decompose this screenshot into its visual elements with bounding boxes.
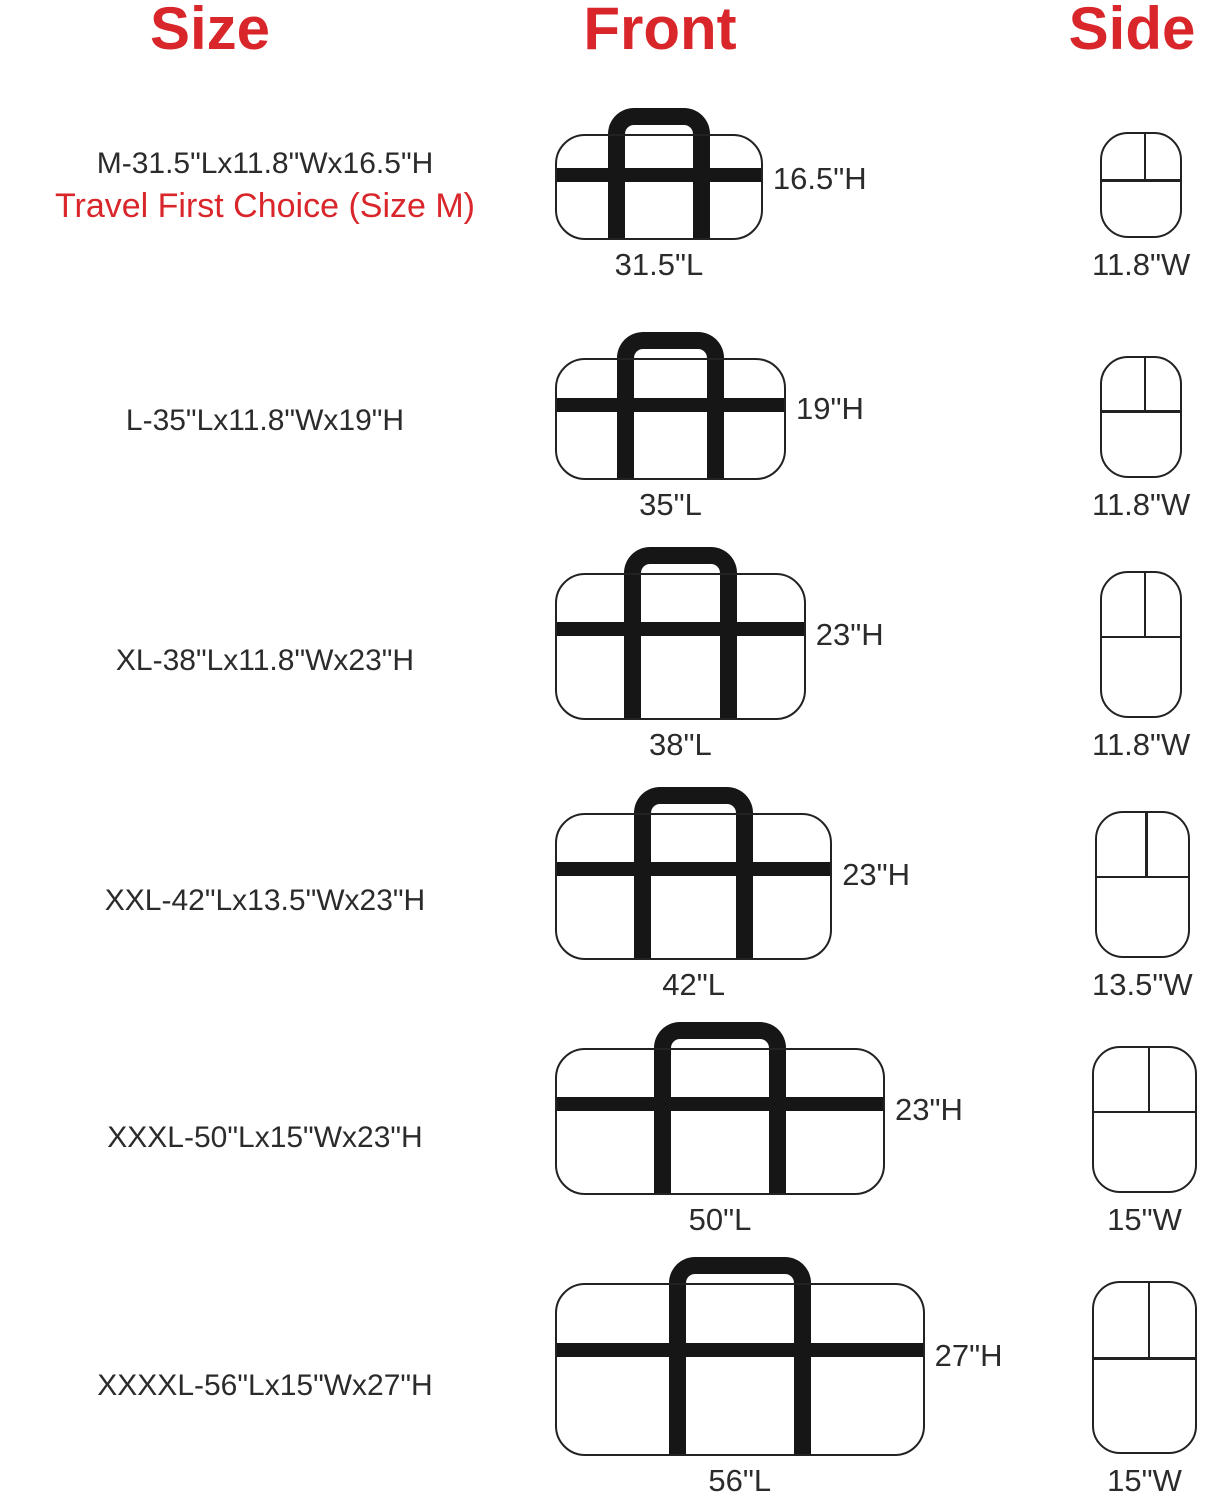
- duffel-side-icon: [1095, 811, 1190, 958]
- side-divider-horizontal: [1094, 1357, 1195, 1360]
- bag-strap-right: [707, 360, 724, 478]
- size-row-xl: [0, 540, 1208, 780]
- recommended-size-note: Travel First Choice (Size M): [54, 187, 476, 226]
- bag-strap-left: [634, 815, 651, 958]
- size-row-l: [0, 300, 1208, 540]
- column-header-side: Side: [1068, 0, 1196, 62]
- front-view-cell: [530, 1257, 1060, 1498]
- duffel-side-icon: [1092, 1046, 1197, 1193]
- duffel-front-figure: [555, 787, 911, 960]
- front-length-label: 38"L: [649, 726, 712, 762]
- size-row-xxxl: [0, 1020, 1208, 1255]
- side-view-cell: [1060, 1281, 1208, 1498]
- front-view-cell: [530, 547, 1060, 762]
- size-text-cell: [0, 401, 530, 442]
- size-text-cell: [0, 881, 530, 922]
- column-header-front: Front: [583, 0, 737, 62]
- front-view-cell: [530, 1022, 1060, 1237]
- side-divider-horizontal: [1102, 636, 1181, 639]
- bag-strap-band: [557, 1343, 923, 1357]
- duffel-front-icon: [555, 1022, 885, 1195]
- duffel-front-icon: [555, 1257, 925, 1456]
- side-divider-horizontal: [1102, 179, 1181, 182]
- size-text-cell: [0, 641, 530, 682]
- side-divider-vertical: [1148, 1048, 1151, 1111]
- bag-strap-right: [736, 815, 753, 958]
- size-dimensions-label: XXXXL-56"Lx15"Wx27"H: [97, 1369, 433, 1403]
- duffel-front-icon: [555, 108, 763, 240]
- duffel-side-icon: [1092, 1281, 1197, 1454]
- bag-strap-left: [617, 360, 634, 478]
- bag-strap-right: [720, 575, 737, 718]
- bag-strap-left: [654, 1050, 671, 1193]
- bag-body-outline: [555, 813, 832, 960]
- duffel-side-icon: [1100, 132, 1183, 238]
- side-divider-vertical: [1145, 813, 1148, 876]
- side-divider-horizontal: [1097, 876, 1188, 879]
- size-text-cell: [0, 1366, 530, 1407]
- size-row-xxl: [0, 780, 1208, 1020]
- side-width-label: 11.8"W: [1092, 246, 1191, 282]
- size-dimensions-label: M-31.5"Lx11.8"Wx16.5"H: [96, 146, 434, 180]
- duffel-side-icon: [1100, 356, 1183, 478]
- bag-strap-band: [557, 398, 784, 412]
- bag-strap-band: [557, 862, 830, 876]
- front-height-label: 19"H: [796, 391, 864, 427]
- size-dimensions-label: XXXL-50"Lx15"Wx23"H: [107, 1121, 423, 1155]
- front-height-label: 16.5"H: [772, 160, 867, 196]
- duffel-front-figure: [555, 1257, 1003, 1456]
- front-height-label: 27"H: [934, 1337, 1003, 1373]
- front-length-label: 42"L: [662, 966, 725, 1002]
- duffel-front-figure: [555, 332, 864, 480]
- side-width-label: 11.8"W: [1092, 726, 1191, 762]
- bag-body-outline: [555, 134, 763, 240]
- bag-body-outline: [555, 358, 786, 480]
- duffel-front-icon: [555, 787, 832, 960]
- side-width-label: 13.5"W: [1092, 966, 1193, 1002]
- side-divider-vertical: [1148, 1283, 1151, 1357]
- bag-strap-right: [693, 136, 710, 238]
- size-dimensions-label: L-35"Lx11.8"Wx19"H: [125, 403, 405, 437]
- size-text-cell: [0, 144, 530, 229]
- size-row-m: [0, 70, 1208, 300]
- front-height-label: 23"H: [895, 1091, 963, 1127]
- size-text-cell: [0, 1118, 530, 1159]
- bag-strap-left: [608, 136, 625, 238]
- side-view-cell: [1060, 356, 1208, 522]
- front-view-cell: [530, 332, 1060, 522]
- bag-body-outline: [555, 573, 806, 720]
- side-width-label: 15"W: [1107, 1462, 1182, 1498]
- side-divider-vertical: [1144, 358, 1147, 410]
- side-view-cell: [1060, 811, 1208, 1002]
- front-length-label: 35"L: [639, 486, 702, 522]
- size-dimensions-label: XL-38"Lx11.8"Wx23"H: [115, 643, 415, 677]
- side-width-label: 11.8"W: [1092, 486, 1191, 522]
- side-divider-horizontal: [1094, 1111, 1195, 1114]
- bag-strap-right: [769, 1050, 786, 1193]
- column-header-size: Size: [149, 0, 271, 62]
- bag-strap-band: [557, 1097, 883, 1111]
- size-dimensions-label: XXL-42"Lx13.5"Wx23"H: [104, 883, 426, 917]
- bag-strap-left: [669, 1285, 686, 1454]
- duffel-front-figure: [555, 108, 867, 240]
- front-view-cell: [530, 787, 1060, 1002]
- side-width-label: 15"W: [1107, 1201, 1182, 1237]
- front-length-label: 50"L: [688, 1201, 752, 1237]
- front-length-label: 56"L: [708, 1462, 772, 1498]
- table-header: [0, 0, 1208, 70]
- bag-body-outline: [555, 1048, 885, 1195]
- side-view-cell: [1060, 132, 1208, 282]
- front-height-label: 23"H: [815, 616, 884, 652]
- duffel-side-icon: [1100, 571, 1183, 718]
- bag-strap-band: [557, 168, 761, 182]
- bag-strap-left: [624, 575, 641, 718]
- bag-body-outline: [555, 1283, 925, 1456]
- size-row-xxxxl: [0, 1255, 1208, 1500]
- bag-strap-band: [557, 622, 804, 636]
- front-height-label: 23"H: [842, 856, 911, 892]
- side-view-cell: [1060, 1046, 1208, 1237]
- bag-strap-right: [794, 1285, 811, 1454]
- duffel-front-figure: [555, 547, 884, 720]
- side-view-cell: [1060, 571, 1208, 762]
- side-divider-vertical: [1144, 134, 1147, 179]
- side-divider-vertical: [1144, 573, 1147, 636]
- duffel-front-figure: [555, 1022, 963, 1195]
- front-view-cell: [530, 108, 1060, 282]
- duffel-front-icon: [555, 547, 806, 720]
- front-length-label: 31.5"L: [614, 246, 704, 282]
- duffel-front-icon: [555, 332, 786, 480]
- side-divider-horizontal: [1102, 410, 1181, 413]
